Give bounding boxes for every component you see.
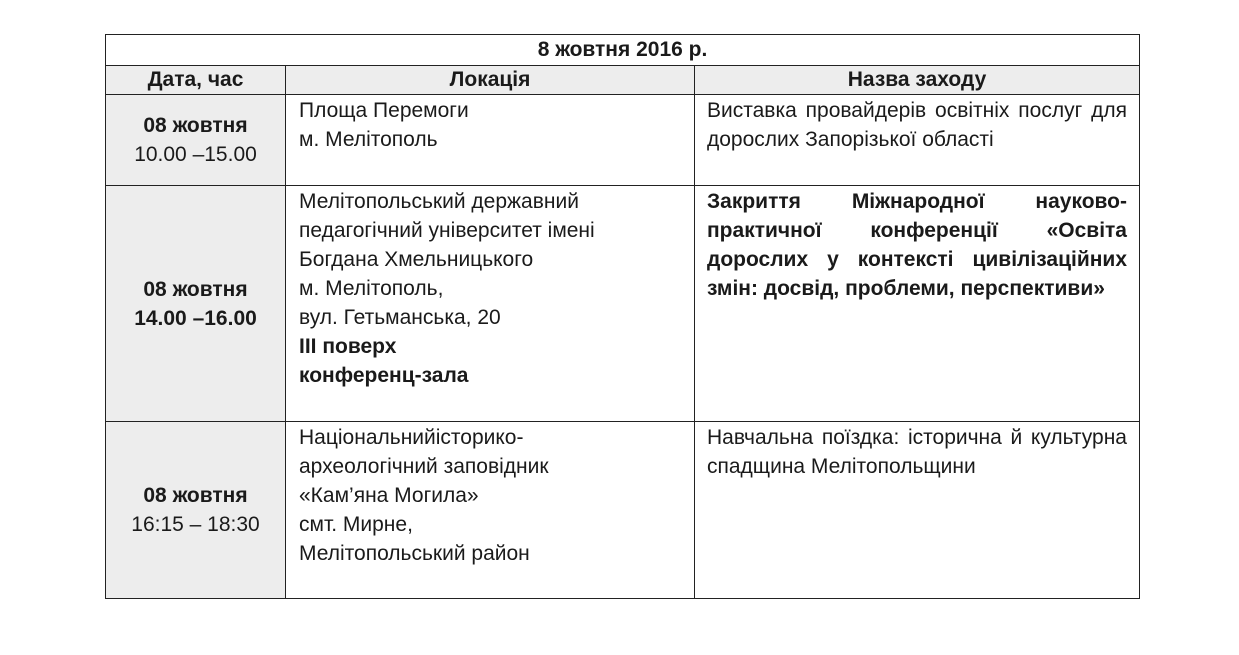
date-cell [106,186,286,422]
table-header-row [106,66,1140,95]
table-row [106,95,1140,186]
header-event-name: Назва заходу [695,66,1140,95]
header-date-time: Дата, час [106,66,286,95]
event-date: 08 жовтня [143,484,248,507]
events-schedule-table [105,34,1140,599]
location-line: м. Мелітополь, [299,277,444,300]
header-location: Локація [286,66,695,95]
location-line: м. Мелітополь [299,128,438,151]
location-line: «Кам’яна Могила» [299,484,479,507]
location-line: Мелітопольський державний [299,190,579,213]
location-line: вул. Гетьманська, 20 [299,306,501,329]
event-cell [695,95,1140,186]
event-name: Закриття Міжнародної науково-практичної конференції «Освіта дорослих у контексті цивілізаційних змін: досвід, проблеми, перспективи» [707,190,1127,300]
event-name: Виставка провайдерів освітніх послуг для дорослих Запорізької області [707,99,1127,151]
location-line: Мелітопольський район [299,542,530,565]
location-line: Площа Перемоги [299,99,469,122]
event-time: 10.00 –15.00 [134,143,257,166]
event-time: 14.00 –16.00 [134,306,257,330]
location-line: смт. Мирне, [299,513,413,536]
event-cell [695,186,1140,422]
location-cell [286,186,695,422]
date-cell [106,422,286,599]
table-title: 8 жовтня 2016 р. [106,35,1140,66]
location-cell [286,95,695,186]
location-cell [286,422,695,599]
event-name: Навчальна поїздка: історична й культурна спадщина Мелітопольщини [707,426,1127,478]
event-date: 08 жовтня [143,277,248,301]
event-time: 16:15 – 18:30 [131,513,260,536]
location-line: археологічний заповідник [299,455,549,478]
table-row [106,186,1140,422]
location-line: конференц-зала [299,364,469,387]
location-line: ІІІ поверх [299,335,397,358]
location-line: педагогічний університет імені [299,219,595,242]
event-cell [695,422,1140,599]
table-row [106,422,1140,599]
event-date: 08 жовтня [143,114,248,137]
date-cell [106,95,286,186]
table-title-row [106,35,1140,66]
location-line: Національнийісторико- [299,426,524,449]
location-line: Богдана Хмельницького [299,248,534,271]
